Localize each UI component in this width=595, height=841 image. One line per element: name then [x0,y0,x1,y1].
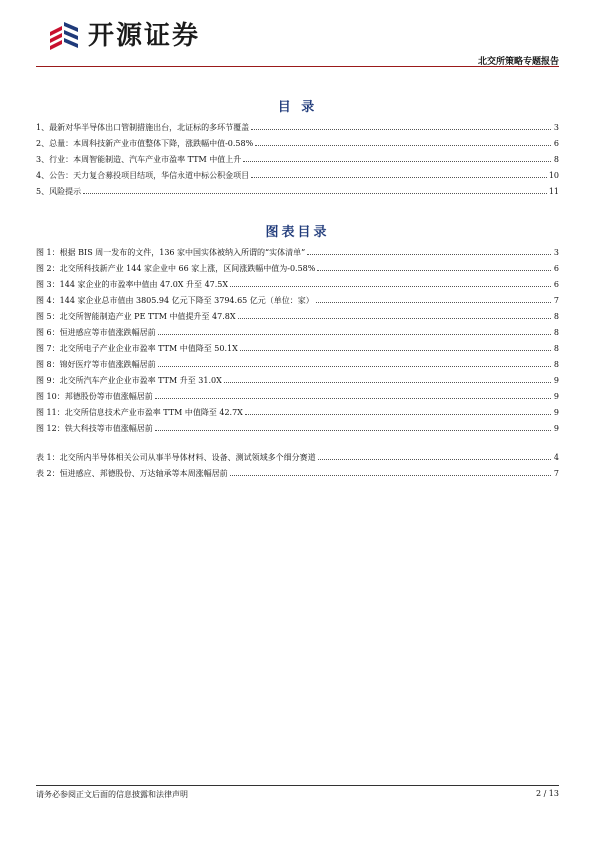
entry-number: 图 2： [36,264,60,273]
entry-title: 144 家企业总市值由 3805.94 亿元下降至 3794.65 亿元（单位：家） [59,296,314,305]
dot-leader [251,120,551,130]
toc-entry[interactable] [36,152,559,168]
entry-title: 铁大科技等市值涨幅居前 [64,424,153,433]
dot-leader [238,309,551,319]
figure-entry[interactable] [36,245,559,261]
figure-entry[interactable] [36,405,559,421]
entry-number: 图 4： [36,296,60,305]
entry-number: 表 1： [36,453,60,462]
entry-page: 9 [553,376,559,385]
entry-number: 图 6： [36,328,60,337]
page-number: 2 / 13 [535,789,559,798]
table-entry[interactable] [36,466,559,482]
entry-page: 9 [553,392,559,401]
dot-leader [243,152,551,162]
toc-entry[interactable] [36,136,559,152]
dot-leader [155,421,551,431]
dot-leader [316,293,551,303]
toc-list [36,120,559,200]
entry-title: 北交所电子产业企业市盈率 TTM 中值降至 50.1X [59,344,238,353]
toc-title: 目 录 [277,100,318,115]
figure-entry[interactable] [36,277,559,293]
entry-title: 邦德股份等市值涨幅居前 [64,392,153,401]
entry-title: 根据 BIS 周一发布的文件，136 家中国实体被纳入所谓的“实体清单” [59,248,306,257]
dot-leader [155,389,551,399]
entry-page: 9 [553,424,559,433]
entry-page: 8 [553,328,559,337]
report-type-label: 北交所策略专题报告 [477,57,559,67]
dot-leader [245,405,551,415]
toc-entry[interactable] [36,168,559,184]
entry-title: 恒进感应、邦德股份、万达轴承等本周涨幅居前 [59,469,228,478]
dot-leader [224,373,551,383]
toc-entry[interactable] [36,184,559,200]
entry-number: 5、 [36,187,50,196]
figure-list [36,245,559,437]
dot-leader [158,357,551,367]
figure-entry[interactable] [36,325,559,341]
entry-title: 北交所内半导体相关公司从事半导体材料、设备、测试领域多个细分赛道 [59,453,316,462]
dot-leader [317,261,551,271]
table-entry[interactable] [36,450,559,466]
entry-number: 2、 [36,139,50,148]
entry-title: 公告：天力复合募投项目结项，华信永道中标公积金项目 [49,171,250,180]
entry-number: 图 8： [36,360,60,369]
entry-page: 8 [553,312,559,321]
figure-entry[interactable] [36,389,559,405]
entry-number: 表 2： [36,469,60,478]
entry-number: 图 7： [36,344,60,353]
entry-page: 8 [553,360,559,369]
figure-entry[interactable] [36,373,559,389]
figure-entry[interactable] [36,309,559,325]
figures-title: 图表目录 [265,225,330,240]
brand-name: 开源证券 [88,21,201,51]
figure-entry[interactable] [36,421,559,437]
entry-page: 6 [553,264,559,273]
entry-title: 北交所科技新产业 144 家企业中 66 家上涨，区间涨跌幅中值为-0.58% [59,264,316,273]
dot-leader [230,466,551,476]
toc-entry[interactable] [36,120,559,136]
entry-page: 7 [553,469,559,478]
entry-page: 7 [553,296,559,305]
kaiyuan-logo-icon [46,18,82,54]
entry-number: 图 5： [36,312,60,321]
entry-title: 144 家企业的市盈率中值由 47.0X 升至 47.5X [59,280,229,289]
entry-page: 9 [553,408,559,417]
entry-page: 8 [553,155,559,164]
dot-leader [307,245,551,255]
entry-number: 图 9： [36,376,60,385]
entry-number: 图 12： [36,424,65,433]
entry-title: 最新对华半导体出口管制措施出台，北证标的多环节覆盖 [49,123,250,132]
dot-leader [318,450,551,460]
figure-entry[interactable] [36,293,559,309]
entry-number: 3、 [36,155,50,164]
entry-title: 风险提示 [49,187,82,196]
entry-page: 3 [553,248,559,257]
entry-page: 6 [553,280,559,289]
dot-leader [240,341,551,351]
entry-page: 11 [548,187,559,196]
entry-page: 3 [553,123,559,132]
figure-entry[interactable] [36,341,559,357]
entry-title: 行业：本周智能制造、汽车产业市盈率 TTM 中值上升 [49,155,242,164]
table-list [36,450,559,482]
footer-divider [36,785,559,786]
dot-leader [158,325,551,335]
dot-leader [230,277,551,287]
entry-number: 1、 [36,123,50,132]
entry-page: 6 [553,139,559,148]
entry-number: 图 11： [36,408,65,417]
entry-title: 北交所汽车产业企业市盈率 TTM 升至 31.0X [59,376,222,385]
entry-title: 北交所信息技术产业市盈率 TTM 中值降至 42.7X [64,408,243,417]
entry-title: 总量：本周科技新产业市值整体下降，涨跌幅中值-0.58% [49,139,254,148]
dot-leader [83,184,547,194]
page-header [36,16,559,68]
figure-entry[interactable] [36,261,559,277]
entry-number: 4、 [36,171,50,180]
entry-number: 图 1： [36,248,60,257]
entry-title: 锦好医疗等市值涨跌幅居前 [59,360,156,369]
header-divider [36,66,559,67]
entry-page: 10 [548,171,559,180]
entry-number: 图 10： [36,392,65,401]
dot-leader [251,168,547,178]
entry-number: 图 3： [36,280,60,289]
entry-title: 恒进感应等市值涨跌幅居前 [59,328,156,337]
entry-page: 8 [553,344,559,353]
footer-disclaimer: 请务必参阅正文后面的信息披露和法律声明 [36,790,188,799]
entry-page: 4 [553,453,559,462]
figure-entry[interactable] [36,357,559,373]
dot-leader [255,136,551,146]
entry-title: 北交所智能制造产业 PE TTM 中值提升至 47.8X [59,312,236,321]
